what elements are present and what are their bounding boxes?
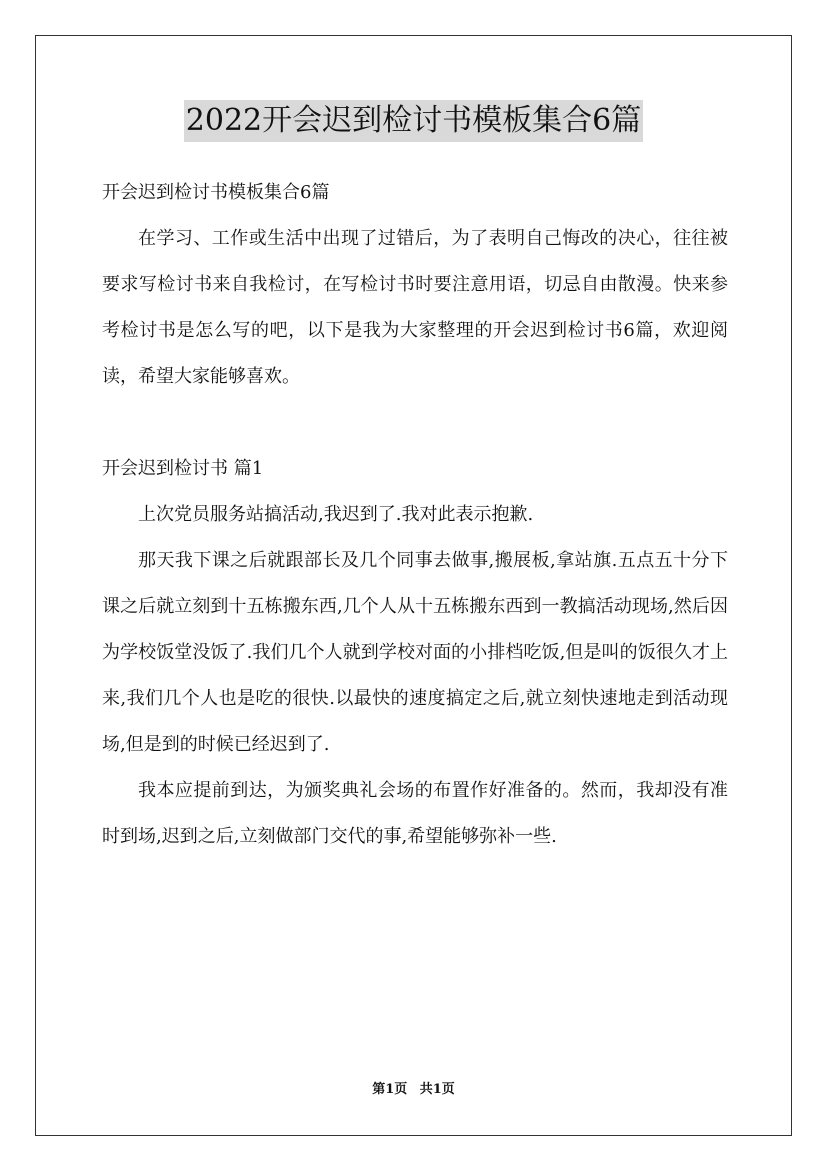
page-number: 第1页: [372, 1082, 408, 1097]
section-heading: 开会迟到检讨书 篇1: [102, 458, 264, 479]
document-subtitle: 开会迟到检讨书模板集合6篇: [102, 182, 330, 203]
intro-paragraph: 在学习、工作或生活中出现了过错后，为了表明自己悔改的决心，往往被要求写检讨书来自我检讨，在写检讨书时要注意用语，切忌自由散漫。快来参考检讨书是怎么写的吧，以下是我为大家整理的开会迟到检讨书6篇，欢迎阅读，希望大家能够喜欢。: [102, 228, 728, 387]
page-total: 共1页: [419, 1082, 455, 1097]
title-wrap: [0, 100, 827, 142]
section-gap: [102, 400, 728, 446]
document-body: [102, 170, 728, 860]
page-footer: [0, 1080, 827, 1100]
document-title: 2022开会迟到检讨书模板集合6篇: [184, 100, 643, 142]
body-paragraph-2: 那天我下课之后就跟部长及几个同事去做事,搬展板,拿站旗.五点五十分下课之后就立刻到十五栋搬东西,几个人从十五栋搬东西到一教搞活动现场,然后因为学校饭堂没饭了.我们几个人就到学校对面的小排档吃饭,但是叫的饭很久才上来,我们几个人也是吃的很快.以最快的速度搞定之后,就立刻快速地走到活动现场,但是到的时候已经迟到了.: [102, 550, 728, 755]
body-paragraph-3: 我本应提前到达，为颁奖典礼会场的布置作好准备的。然而，我却没有准时到场,迟到之后,立刻做部门交代的事,希望能够弥补一些.: [102, 780, 728, 847]
body-paragraph-1: 上次党员服务站搞活动,我迟到了.我对此表示抱歉.: [138, 504, 534, 525]
